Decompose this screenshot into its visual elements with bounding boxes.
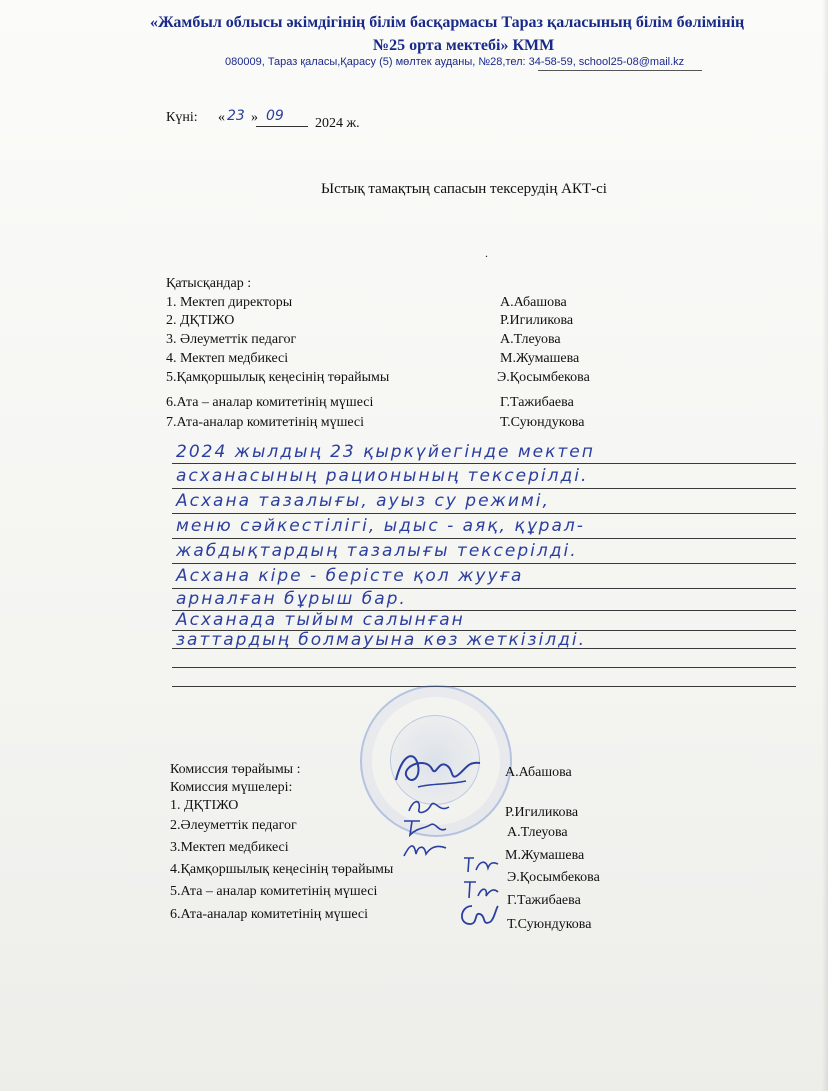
date-month-underline — [256, 126, 308, 127]
handwritten-line-3: Асхана тазалығы, ауыз су режимі, — [176, 491, 550, 511]
date-day-handwritten: 23 — [227, 108, 245, 124]
member-role-5: 5.Ата – аналар комитетінің мүшесі — [170, 884, 378, 899]
participant-role-2: 2. ДҚТІЖО — [166, 313, 235, 328]
commission-members-label: Комиссия мүшелері: — [170, 780, 293, 795]
participant-role-5: 5.Қамқоршылық кеңесінің төрайымы — [166, 370, 390, 385]
handwritten-line-8: Асханада тыйым салынған — [176, 610, 465, 630]
handwritten-line-1: 2024 жылдың 23 қыркүйегінде мектеп — [176, 442, 595, 462]
ruled-line — [172, 667, 796, 668]
participant-name-1: А.Абашова — [500, 295, 567, 310]
participant-name-6: Г.Тажибаева — [500, 395, 574, 410]
participant-role-1: 1. Мектеп директоры — [166, 295, 293, 310]
ruled-line — [172, 463, 796, 464]
participant-name-7: Т.Суюндукова — [500, 415, 585, 430]
commission-chair-name: А.Абашова — [505, 765, 572, 780]
member-role-2: 2.Әлеуметтік педагог — [170, 818, 297, 833]
participant-name-5: Э.Қосымбекова — [497, 370, 590, 385]
participant-name-4: М.Жумашева — [500, 351, 580, 366]
participant-name-2: Р.Игиликова — [500, 313, 574, 328]
participant-role-7: 7.Ата-аналар комитетінің мүшесі — [166, 415, 365, 430]
member-role-6: 6.Ата-аналар комитетінің мүшесі — [170, 907, 369, 922]
participant-role-4: 4. Мектеп медбикесі — [166, 351, 289, 366]
member-role-4: 4.Қамқоршылық кеңесінің төрайымы — [170, 862, 394, 877]
participant-role-6: 6.Ата – аналар комитетінің мүшесі — [166, 395, 374, 410]
member-name-5: Г.Тажибаева — [507, 893, 581, 908]
handwritten-line-5: жабдықтардың тазалығы тексерілді. — [176, 541, 578, 561]
member-name-1: Р.Игиликова — [505, 805, 579, 820]
date-year: 2024 ж. — [315, 116, 360, 131]
date-close-quote: » — [251, 110, 258, 125]
handwritten-line-9: заттардың болмауына көз жеткізілді. — [176, 630, 586, 650]
member-signature-6 — [456, 900, 500, 932]
handwritten-line-2: асханасының рационының тексерілді. — [176, 466, 589, 486]
address-underline — [538, 70, 702, 71]
ruled-line — [172, 538, 796, 539]
participants-heading: Қатысқандар : — [166, 276, 252, 291]
participant-name-3: А.Тлеуова — [500, 332, 561, 347]
ruled-line — [172, 513, 796, 514]
ruled-line — [172, 488, 796, 489]
member-signature-5 — [460, 876, 500, 902]
member-name-4: Э.Қосымбекова — [507, 870, 600, 885]
date-open-quote: « — [218, 110, 225, 125]
member-name-6: Т.Суюндукова — [507, 917, 592, 932]
org-name-line1: «Жамбыл облысы әкімдігінің білім басқармасы Тараз қаласының білім бөлімінің — [150, 14, 745, 31]
handwritten-line-4: меню сәйкестілігі, ыдыс - аяқ, құрал- — [176, 516, 585, 536]
participant-role-3: 3. Әлеуметтік педагог — [166, 332, 297, 347]
stray-dot: . — [485, 246, 488, 260]
member-role-1: 1. ДҚТІЖО — [170, 798, 239, 813]
document-title: Ыстық тамақтың сапасын тексерудің АКТ-сі — [321, 181, 607, 197]
member-signature-3 — [400, 838, 450, 862]
ruled-line — [172, 563, 796, 564]
commission-chair-label: Комиссия төрайымы : — [170, 762, 301, 777]
handwritten-line-6: Асхана кіре - берісте қол жууға — [176, 566, 524, 586]
org-address: 080009, Тараз қаласы,Қарасу (5) мөлтек ауданы, №28,тел: 34-58-59, school25-08@mail.kz — [225, 56, 685, 68]
org-name-line2: №25 орта мектебі» КММ — [373, 37, 555, 54]
member-name-3: М.Жумашева — [505, 848, 585, 863]
member-name-2: А.Тлеуова — [507, 825, 568, 840]
date-label: Күні: — [166, 110, 198, 125]
member-role-3: 3.Мектеп медбикесі — [170, 840, 289, 855]
ruled-line — [172, 686, 796, 687]
member-signature-4 — [460, 852, 500, 878]
page-edge-shadow — [822, 0, 828, 1091]
handwritten-line-7: арналған бұрыш бар. — [176, 589, 407, 609]
member-signature-2 — [400, 815, 450, 839]
date-month-handwritten: 09 — [266, 108, 284, 124]
